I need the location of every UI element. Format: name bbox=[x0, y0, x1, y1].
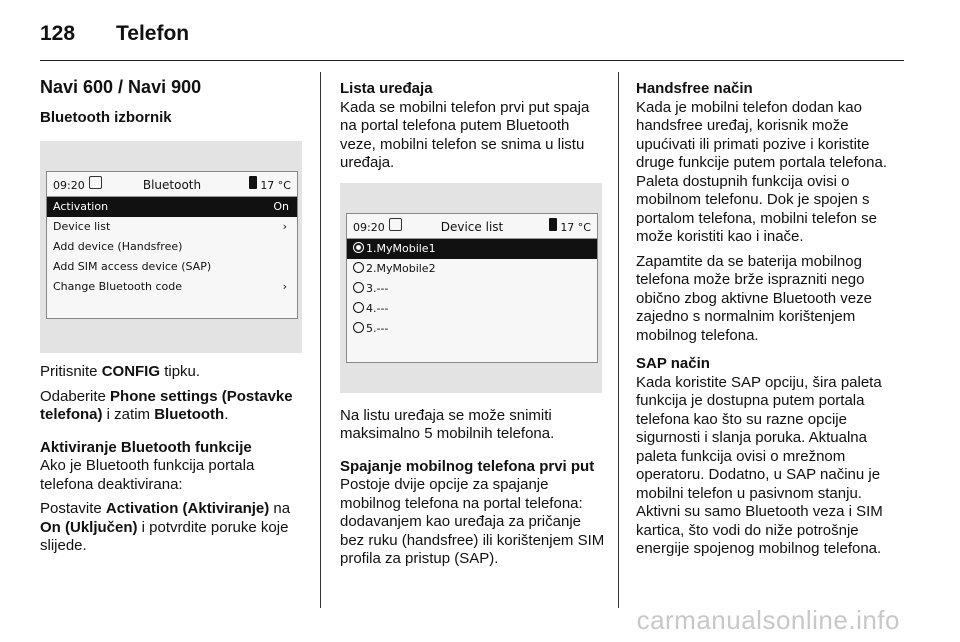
page-number: 128 bbox=[40, 22, 76, 45]
column-divider bbox=[320, 72, 321, 608]
header-rule bbox=[40, 60, 904, 61]
paragraph: Postavite Activation (Aktiviranje) na On (Uključen) i potvrdite poruke koje slijede. bbox=[40, 500, 291, 554]
screen-title: Bluetooth bbox=[142, 178, 202, 192]
menu-item-label: Add SIM access device (SAP) bbox=[53, 260, 212, 273]
clock: 09:20 bbox=[353, 220, 385, 234]
device-item: 1.MyMobile1 bbox=[347, 239, 597, 259]
column-3 bbox=[636, 80, 906, 565]
paragraph: Kada je mobilni telefon dodan kao handsfree uređaj, korisnik može upućivati ili primati pozive i koristite druge funkcije putem portala telefona. Paleta dostupnih funkcija ovisi o mobilnom telefonu. Dok je spojen s portalom telefona, mobilni telefon se može koristiti kao i inače. bbox=[636, 98, 887, 245]
subsection-heading: Handsfree način bbox=[636, 80, 753, 97]
paragraph: Kada se mobilni telefon prvi put spaja na portal telefona putem Bluetooth veze, mobilni telefon se snima u listu uređaja. bbox=[340, 98, 590, 171]
menu-item-change-code bbox=[47, 277, 297, 297]
radio-icon bbox=[353, 302, 364, 313]
subsection-heading: SAP način bbox=[636, 355, 710, 372]
subsection-heading: Spajanje mobilnog telefona prvi put bbox=[340, 457, 595, 475]
menu-item-label: Device list bbox=[53, 220, 111, 233]
phone-icon bbox=[249, 176, 257, 189]
radio-icon bbox=[353, 262, 364, 273]
bluetooth-screenshot bbox=[40, 141, 302, 353]
radio-icon bbox=[353, 322, 364, 333]
device-item: 5.--- bbox=[347, 319, 597, 339]
screen-header bbox=[347, 214, 597, 239]
menu-item-add-device bbox=[47, 237, 297, 257]
screen-title: Device list bbox=[440, 219, 504, 234]
menu-item-device-list bbox=[47, 217, 297, 237]
chevron-right-icon: › bbox=[282, 280, 287, 293]
menu-item-label: Activation bbox=[53, 200, 109, 213]
temperature: 17 °C bbox=[560, 220, 591, 234]
menu-item-label: Add device (Handsfree) bbox=[53, 240, 183, 253]
device-item: 4.--- bbox=[347, 299, 597, 319]
menu-item-activation bbox=[47, 197, 297, 217]
menu-item-value: On bbox=[273, 200, 289, 213]
menu-item-add-sim bbox=[47, 257, 297, 277]
device-list-screen bbox=[346, 213, 598, 363]
bluetooth-screen bbox=[46, 171, 298, 319]
paragraph: Na listu uređaja se može snimiti maksimalno 5 mobilnih telefona. bbox=[340, 406, 555, 442]
section-heading: Navi 600 / Navi 900 bbox=[40, 77, 202, 97]
phone-icon bbox=[549, 218, 557, 231]
paragraph: Postoje dvije opcije za spajanje mobilnog telefona na portal telefona: dodavanjem kao uređaja za pričanje bez ruku (handsfree) ili korištenjem SIM profila za pristup (SAP). bbox=[340, 476, 605, 567]
clock: 09:20 bbox=[53, 179, 85, 192]
paragraph: Kada koristite SAP opciju, šira paleta funkcija je dostupna putem portala telefona kao što su razne opcije sigurnosti i slanja poruka. Aktualna paleta funkcija ovisi o mrežnom operatoru. Dodatno, u SAP načinu je mobilni telefon u pasivnom stanju. Aktivni su samo Bluetooth veza i SIM kartica, što vodi do niže potrošnje energije spojenog mobilnog telefona. bbox=[636, 373, 883, 557]
paragraph: Pritisnite CONFIG tipku. bbox=[40, 363, 201, 380]
chapter-title: Telefon bbox=[116, 22, 190, 45]
menu-item-label: Change Bluetooth code bbox=[53, 280, 183, 293]
column-1 bbox=[40, 78, 306, 562]
screen-header bbox=[47, 172, 297, 197]
radio-icon bbox=[353, 242, 364, 253]
radio-icon bbox=[353, 282, 364, 293]
subsection-heading: Lista uređaja bbox=[340, 80, 433, 97]
device-list-screenshot bbox=[340, 183, 602, 393]
paragraph: Ako je Bluetooth funkcija portala telefona deaktivirana: bbox=[40, 457, 255, 493]
column-divider bbox=[618, 72, 619, 608]
temperature: 17 °C bbox=[260, 179, 291, 192]
device-item: 3.--- bbox=[347, 279, 597, 299]
subsection-heading: Aktiviranje Bluetooth funkcije bbox=[40, 438, 252, 456]
watermark: carmanualsonline.info bbox=[636, 605, 900, 635]
subsection-heading: Bluetooth izbornik bbox=[40, 108, 172, 126]
paragraph: Zapamtite da se baterija mobilnog telefona može brže isprazniti nego obično zbog aktivne Bluetooth veze zajedno s normalnim korištenjem mobilnog telefona. bbox=[636, 252, 872, 344]
paragraph: Odaberite Phone settings (Postavke telefona) i zatim Bluetooth. bbox=[40, 387, 293, 423]
device-item: 2.MyMobile2 bbox=[347, 259, 597, 279]
chevron-right-icon: › bbox=[282, 220, 287, 233]
column-2 bbox=[340, 80, 606, 575]
